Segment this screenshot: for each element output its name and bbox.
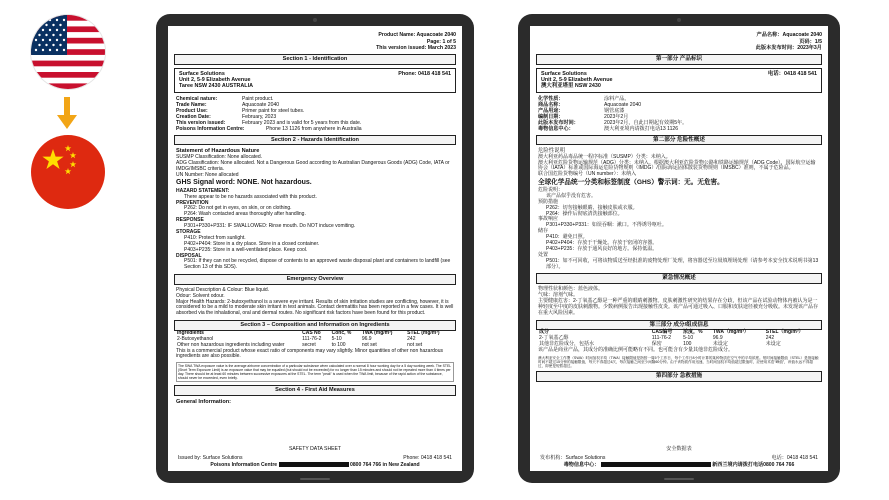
- section-1-title: Section 1 - Identification: [174, 54, 456, 65]
- ghs-signal: GHS Signal word: NONE. Not hazardous.: [176, 179, 312, 187]
- emergency-overview-title: Emergency Overview: [174, 274, 456, 285]
- section-4-title: Section 4 - First Aid Measures: [174, 385, 456, 396]
- hazard-title: 危险性说明: [538, 148, 565, 155]
- section-2-title: Section 2 - Hazards Identification: [174, 135, 456, 146]
- phone: Phone: 0418 418 541: [398, 70, 451, 77]
- tablet-chinese: [518, 14, 840, 483]
- phone: 电话：0418 418 541: [767, 70, 817, 77]
- hazard-title: Statement of Hazardous Nature: [176, 148, 260, 155]
- section-1-title: 第一部分 产品标识: [536, 54, 822, 65]
- doc-footer: 安全数据表 发布机构：Surface Solutions 电话：0418 418 541 毒物信息中心： 新西兰境内请拨打电话0800 764 766: [540, 446, 818, 468]
- table-row: 2-Butoxyethanol 111-76-2 5-10 96.9 242: [177, 335, 416, 342]
- twa-note: The SWA TWA exposure value is the average airborne concentration of a particular substance when calculated over a normal 8 hour working day for a 5 day working week. The STEL (Short Term Exposure Limit) is an exposure value that may be equalled (but should not be exceeded) for no longer than 15 minutes and should not be repeated more than 4 times per day. There should be at least 60 minutes between successive exposures at the STEL. The term "peak" is used when the TWA limit, because of the rapid action of the substance, should never be exceeded, even briefly.: [176, 362, 454, 382]
- section-2-title: 第二部分 危险性概述: [536, 135, 822, 146]
- ghs-signal: 全球化学品统一分类和标签制度（GHS）警示词：无。无危害。: [538, 179, 724, 187]
- table-row: 其他非危险成分，包括水 保密 100 未设定 未设定: [539, 340, 781, 347]
- section-4-title: 第四部分 急救措施: [536, 371, 822, 382]
- redaction-bar: [601, 462, 711, 467]
- table-row: 2-丁氧基乙醇 111-76-2 5-10 96.9 242: [539, 335, 775, 342]
- ingredients-table: 成分 CAS编号 浓度，% TWA（mg/m³） STEL（mg/m³） 2-丁氧基乙醇 111-76-2 5-10 96.9 242 其他非危险成分，包括水 保密 100 未设定 未设定: [538, 330, 820, 348]
- sds-english-page: Product Name: Aquacoate 2040 Page: 1 of 5 This version issued: March 2023 Section 1 - Identification Surface Solutions Unit 2, 5-9 Elizabeth Avenue Taree NSW 2430 AUSTRALIA Phone: 0418 418 541 Chemical nature: Paint product. Trade Name: Aquacoate 2040 Product Use: Primer paint for steel tubes. Creation Date: February, 2023 This version issued: February 2023 and is valid for 5 years from this date. Poisons Information Centre: Phone 13 1126 from anywhere in Australia Section 2 - Hazards Identification Statement of Hazardous Nature SUSMP Classification: None allocated. ADG Classification: None allocated. Not a Dangerous Good according to Australian Dangerous Goods (ADG) Code, IATA or IMDG/IMSBC criteria. UN Number: None allocated GHS Signal word: NONE. Not hazardous. HAZARD STATEMENT: There appear to be no hazards associated with this product. PREVENTION P262: Do not get in eyes, on skin, or on clothing. P264: Wash contacted areas thoroughly after handling. RESPONSE P301+P330+P331: IF SWALLOWED: Rinse mouth. Do NOT induce vomiting. STORAGE P410: Protect from sunlight. P402+P404: Store in a dry place. Store in a closed container. P403+P235: Store in a well-ventilated place. Keep cool. DISPOSAL P501: If they can not be recycled, dispose of contents to an approved waste disposal plant and containers to landfill (see Section 13 of this SDS). Emergency Overview Physical Description & Colour: Blue liquid. Odour: Solvent odour. Major Health Hazards: 2-butoxyethanol is a severe eye irritant. Results of skin irritation studies are conflicting, however, it is considered to be a mild to moderate skin irritant in test animals. Contact dermatitis has been reported in a few cases. It is well absorbed via the inhalational, oral and dermal routes. No significant risk factors have been found for this product. Section 3 – Composition and Information on Ingredients Ingredients CAS No Conc, % TWA (mg/m³) STEL (mg/m³) 2-Butoxyethanol 111-76-2 5-10 96.9 242 Other non hazardous ingredients including water secret to 100 not set not set This is a commercial product whose exact ratio of components may vary slightly. Minor quantities of other non hazardous ingredients are also possible. The SWA TWA exposure value is the average airborne concentration of a particular substance when calculated over a normal 8 hour working day for a 5 day working week. The STEL (Short Term Exposure Limit) is an exposure value that may be equalled (but should not be exceeded) for no longer than 15 minutes and should not be repeated more than 4 times per day. There should be at least 60 minutes between successive exposures at the STEL. The term "peak" is used when the TWA limit, because of the rapid action of the substance, should never be exceeded, even briefly. Section 4 - First Aid Measures General Information: SAFETY DATA SHEET Issued by: Surface Solutions Phone: 0418 418 541 Poisons Information Centre 0800 764 766 in New Zealand: [168, 26, 462, 471]
- home-indicator: [300, 478, 330, 480]
- camera-icon: [677, 18, 681, 22]
- ingredients-table: Ingredients CAS No Conc, % TWA (mg/m³) STEL (mg/m³) 2-Butoxyethanol 111-76-2 5-10 96.9 242 Other non hazardous ingredients including water secret to 100 not set not set: [176, 331, 454, 349]
- tablet-english: [156, 14, 474, 483]
- emergency-overview-title: 紧急情况概述: [536, 273, 822, 284]
- doc-footer: SAFETY DATA SHEET Issued by: Surface Solutions Phone: 0418 418 541 Poisons Information Centre 0800 764 766 in New Zealand: [178, 446, 452, 468]
- sds-chinese-page: 产品名称：Aquacoate 2040 页码：1/5 此版本发布时间：2023年3月 第一部分 产品标识 Surface Solutions Unit 2, 5-9 Elizabeth Avenue 澳大利亚塔里 NSW 2430 电话：0418 418 541 化学性质： 涂料产品。 商品名称： Aquacoate 2040 产品用途： 钢管底漆 编制日期： 2023年2月 此版本发布时间： 2023年2月，自此日期起有效期5年。 毒物信息中心： 澳大利亚境内请拨打电话13 1126 第二部分 危险性概述 危险性说明 澳大利亚药品毒品统一程序标准（SUSMP）分类：未纳入。 澳大利亚危险货物运输规范（ADG）分类：未纳入。根据澳大利亚危险货物公路和铁路运输规范（ADG Code）、国际航空运输协会（IATA）标准或国际海运危险货物规则（IMDG）/国际海运固体散装货物规则（IMSBC）准则，不属于危险品。 联合国危险货物编号（UN number）：未纳入 全球化学品统一分类和标签制度（GHS）警示词：无。无危害。 危险说明： 该产品似乎没有危害。 预防措施 P262：切勿接触眼睛、接触皮肤或衣服。 P264：操作后彻底清洗接触部位。 事故响应 P301+P330+P331：如误吞咽：漱口。不得诱导呕吐。 储存 P410：避免日照。 P402+P404：存放于干燥处。存放于密闭的容器。 P403+P235：存放于通风良好的地方。保持低温。 处置 P501：如不可回收，可将该物质送至经批准的废物处理厂处理，将容器送至垃圾填埋场处理（请参考本安全技术说明书第13部分）。 紧急情况概述 物理性状和颜色：蓝色液体。 气味：溶剂气味。 主要健康危害：2-丁氧基乙醇是一种严重的眼睛刺激物。皮肤刺激性研究的结果存在分歧，但该产品在试验动物体内被认为是一种轻度至中度的皮肤刺激物。少数病例报告出现接触性皮炎。该产品可通过吸入、口服和皮肤途径被充分吸收。未发现该产品存在重大风险因素。 第三部分 成分/组成信息 成分 CAS编号 浓度，% TWA（mg/m³） STEL（mg/m³） 2-丁氧基乙醇 111-76-2 5-10 96.9 242 其他非危险成分，包括水 保密 100 未设定 未设定 该产品是商业产品，其成分的准确比例可能略有不同。也可能含有少量其他非危险成分。 澳大利亚安全工作署（SWA）时间加权平均（TWA）接触限值是指按一周5个工作日、每个工作日8小时计算的某种物质在空气中的平均浓度。短时间接触限值（STEL）是指接触时间不超过15分钟的接触限值，每天不得超过4次，每次接触之间至少间隔60分钟。由于该物质作用迅速，当时间加权平均值超过限值时，应使用术语"峰值"，该值永远不得超过，即使是短暂超过。 第四部分 急救措施 安全数据表 发布机构：Surface Solutions 电话：0418 418 541 毒物信息中心： 新西兰境内请拨打电话0800 764 766: [530, 26, 828, 471]
- redaction-bar: [279, 462, 349, 467]
- us-flag-icon: [31, 15, 105, 89]
- section-3-title: 第三部分 成分/组成信息: [536, 320, 822, 331]
- doc-header: Product Name: Aquacoate 2040 Page: 1 of 5 This version issued: March 2023: [376, 32, 456, 51]
- identification-list: Chemical nature: Paint product. Trade Name: Aquacoate 2040 Product Use: Primer paint for steel tubes. Creation Date: February, 2023 This version issued: February 2023 and is valid for 5 years from this date. Poisons Information Centre: Phone 13 1126 from anywhere in Australia: [176, 95, 362, 132]
- identification-list: 化学性质： 涂料产品。 商品名称： Aquacoate 2040 产品用途： 钢管底漆 编制日期： 2023年2月 此版本发布时间： 2023年2月，自此日期起有效期5年。 毒物信息中心： 澳大利亚境内请拨打电话13 1126: [538, 95, 688, 132]
- china-flag-icon: [31, 135, 105, 209]
- section-3-title: Section 3 – Composition and Information on Ingredients: [174, 320, 456, 331]
- camera-icon: [313, 18, 317, 22]
- twa-note: 澳大利亚安全工作署（SWA）时间加权平均（TWA）接触限值是指按一周5个工作日、每个工作日8小时计算的某种物质在空气中的平均浓度。短时间接触限值（STEL）是指接触时间不超过15分钟的接触限值，每天不得超过4次，每次接触之间至少间隔60分钟。由于该物质作用迅速，当时间加权平均值超过限值时，应使用术语"峰值"，该值永远不得超过，即使是短暂超过。: [538, 355, 819, 369]
- doc-header: 产品名称：Aquacoate 2040 页码：1/5 此版本发布时间：2023年3月: [755, 32, 822, 51]
- company-box: Surface Solutions Unit 2, 5-9 Elizabeth Avenue Taree NSW 2430 AUSTRALIA Phone: 0418 418 541: [174, 68, 456, 93]
- arrow-down-icon: [56, 97, 78, 131]
- home-indicator: [664, 478, 694, 480]
- table-row: Other non hazardous ingredients including water secret to 100 not set not set: [177, 341, 423, 348]
- company-box: Surface Solutions Unit 2, 5-9 Elizabeth Avenue 澳大利亚塔里 NSW 2430 电话：0418 418 541: [536, 68, 822, 93]
